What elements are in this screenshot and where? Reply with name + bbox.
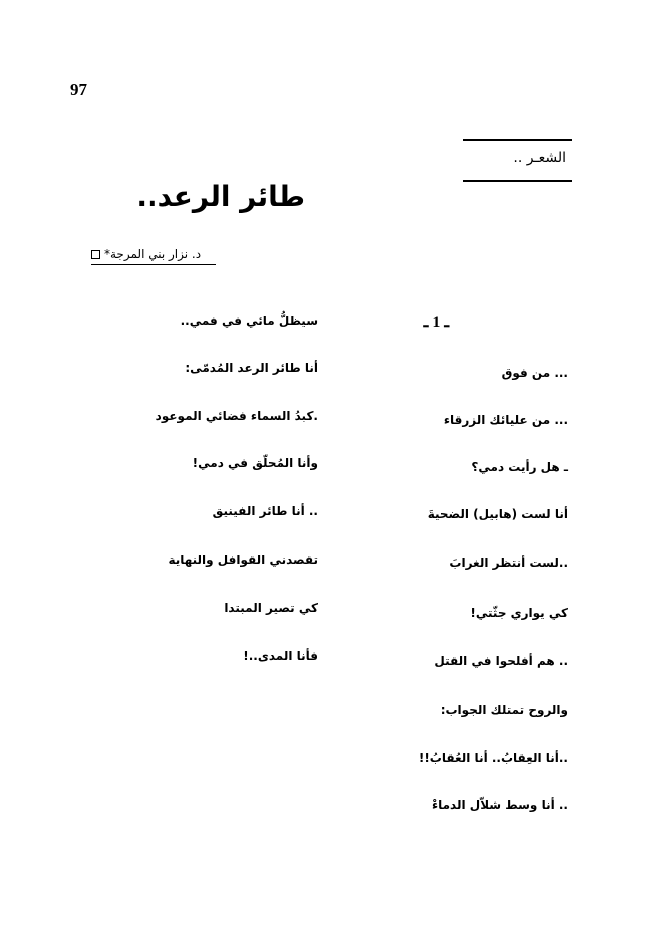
verse-line: .. أنا طائر الفينيق [212,504,318,518]
verse-line: ـ هل رأيت دمي؟ [471,460,568,474]
verse-line: وأنا المُحلّق في دمي! [192,456,318,470]
verse-line: .. هم أفلحوا في القتل [434,654,568,668]
verse-line: .. أنا وسط شلاّل الدماءْ [431,798,568,812]
verse-line: أنا لست (هابيل) الضحيةَ [427,507,568,521]
verse-line: .كبدُ السماء فضائي الموعود [155,409,318,423]
verse-line: كي تصير المبتدا [224,601,318,615]
verse-line: سيظلُّ مائي في فمي.. [180,314,318,328]
page-number: 97 [70,80,87,99]
verse-line: ... من فوق [501,366,568,380]
verse-line: ..لست أنتظر الغرابَ [449,556,568,570]
verse-line: ..أنا العِقابُ.. أنا العُقابُ!! [418,751,568,765]
verse-line: أنا طائر الرعد المُدمّى: [185,361,318,375]
author-name: د. نزار بني المرجة* [104,247,202,261]
section-label: الشعـر .. [513,150,566,166]
verse-line: والروح تمتلك الجواب: [440,703,568,717]
verse-line: ... من عليائك الزرقاء [443,413,568,427]
square-bullet-icon [91,250,100,259]
section-header [463,139,572,182]
poem-title: طائر الرعد.. [136,180,305,213]
stanza-number: ـ 1 ـ [423,314,449,331]
verse-line: فأنا المدى..! [243,649,318,663]
verse-line: كي يواري جثّتي! [470,606,568,620]
author-line [91,244,216,265]
verse-line: تقصدني القوافل والنهاية [168,553,318,567]
